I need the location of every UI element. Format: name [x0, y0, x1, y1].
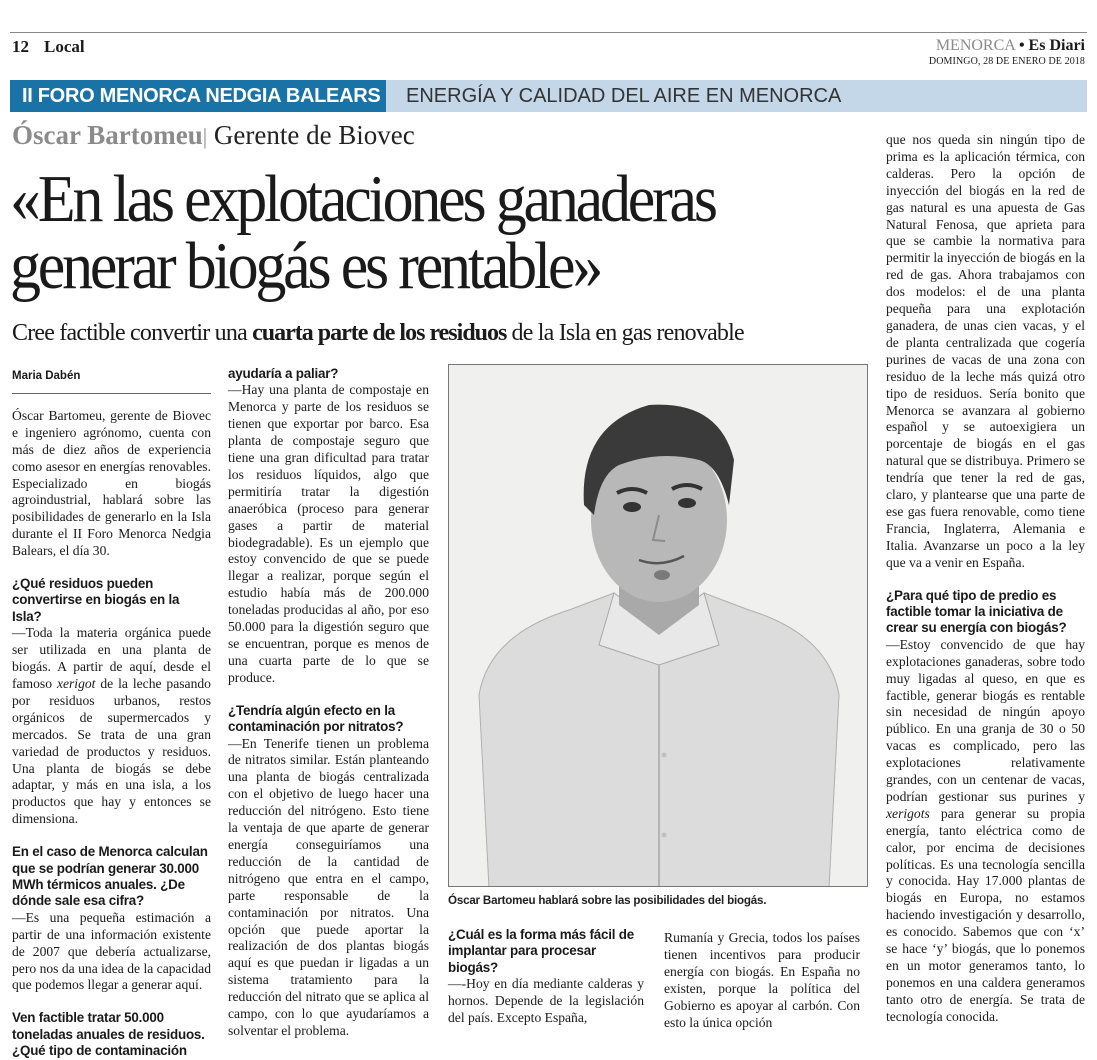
- subhead-after: de la Isla en gas renovable: [506, 320, 744, 346]
- question-4: ¿Tendría algún efecto en la contaminación por nitratos?: [228, 702, 404, 735]
- section-banner: [10, 80, 1087, 112]
- answer-6-italic: xerigots: [886, 805, 930, 821]
- headline-line-1: «En las explotaciones ganaderas: [10, 162, 715, 237]
- banner-topic: ENERGÍA Y CALIDAD DEL AIRE EN MENORCA: [406, 85, 842, 107]
- answer-2: —Es una pequeña estimación a partir de una información existente de 2007 que debería actualizarse, pero nos da una idea de la capacidad que podemos llegar a generar aquí.: [12, 909, 211, 993]
- intro-paragraph: Óscar Bartomeu, gerente de Biovec e ingeniero agrónomo, cuenta con más de diez años de experiencia como asesor en energías renovables. Especializado en biogás agroindustrial, hablará sobre las posibilidades de generarlo en la Isla durante el II Foro Menorca Nedgia Balears, el día 30.: [12, 407, 211, 559]
- page-number: 12: [12, 37, 29, 56]
- answer-1-text: —Toda la materia orgánica puede ser utilizada en una planta de biogás. A partir de aquí, desde el famoso: [12, 625, 211, 691]
- photo-caption: Óscar Bartomeu hablará sobre las posibilidades del biogás.: [448, 894, 767, 907]
- question-3-part-1: Ven factible tratar 50.000 toneladas anuales de residuos. ¿Qué tipo de contaminación: [12, 1010, 205, 1059]
- subhead-before: Cree factible convertir una: [12, 320, 253, 346]
- answer-6-text: —Estoy convencido de que hay explotaciones ganaderas, sobre todo muy ligadas al queso, en que es factible, generar biogás es rentable sin necesidad de ningún apoyo público. En una granja de 30 o 50 vacas es complicado, pero las explotaciones relativamente grandes, con un centenar de vacas, podrían gestionar sus purines y: [886, 636, 1085, 804]
- answer-5-part-2: Rumanía y Grecia, todos los países tienen incentivos para producir energía con biogás. En España no existen, porque la política del Gobierno es apoyar al carbón. Con esto la única opción: [664, 930, 860, 1030]
- answer-6: [886, 637, 1085, 1026]
- publication-name: [929, 37, 1085, 55]
- question-3-part-2: ayudaría a paliar?: [228, 366, 339, 381]
- portrait-illustration: [449, 365, 868, 887]
- top-rule: [10, 32, 1087, 33]
- publication-name-bold: Es Diari: [1028, 37, 1085, 54]
- column-1: [12, 368, 211, 1060]
- answer-6-text-cont: para generar su propia energía, tanto eléctrica como de calor, por encima de decisiones políticas. Es una tecnología sencilla y conocida. Hay 17.000 plantas de biogás en Europa, no estamos haciendo investigación y desarrollo, es conocido. Sabemos que con ‘x’ se hace ‘y’ biogás, que lo ponemos en un motor generamos tanto, lo ponemos en una caldera generamos tanto otro de energía. Se trata de tecnología conocida.: [886, 805, 1085, 1024]
- masthead: [929, 37, 1085, 67]
- issue-date: DOMINGO, 28 DE ENERO DE 2018: [928, 56, 1085, 67]
- kicker: [12, 120, 415, 151]
- kicker-name: Óscar Bartomeu: [12, 120, 203, 150]
- banner-event: II FORO MENORCA NEDGIA BALEARS: [10, 80, 386, 112]
- kicker-separator: |: [202, 124, 208, 149]
- headline: [10, 162, 870, 304]
- subheadline: [12, 320, 744, 347]
- answer-1-italic: xerigot: [56, 676, 96, 691]
- question-2: En el caso de Menorca calculan que se podrían generar 30.000 MWh térmicos anuales. ¿De dónde sale esa cifra?: [12, 844, 208, 909]
- headline-line-2: generar biogás es rentable»: [10, 229, 601, 304]
- column-2: [228, 366, 429, 1040]
- answer-1: [12, 625, 211, 828]
- kicker-role: Gerente de Biovec: [213, 120, 415, 150]
- byline: Maria Dabén: [12, 368, 211, 394]
- answer-4: —En Tenerife tienen un problema de nitratos similar. Están planteando una planta de biogás centralizada con el objetivo de luego hacer una reducción del nitrógeno. Esto tiene la ventaja de que aparte de generar energía conseguiríamos una reducción de la cantidad de nitrógeno que entra en el campo, parte responsable de la contaminación por nitratos. Una opción que puede aportar la realización de dos plantas biogás aquí es que puedan ir ligadas a un sistema tratamiento para la reducción del nitrato que se aplica al campo, con lo que ayudaríamos a solventar el problema.: [228, 735, 429, 1038]
- subhead-bold: cuarta parte de los residuos: [252, 320, 507, 346]
- question-1: ¿Qué residuos pueden convertirse en biogás en la Isla?: [12, 576, 180, 624]
- question-5: ¿Cuál es la forma más fácil de implantar para procesar biogás?: [448, 927, 635, 975]
- question-6: ¿Para qué tipo de predio es factible tomar la iniciativa de crear su energía con biogás?: [886, 587, 1067, 636]
- answer-1-text-cont: de la leche pasando por residuos urbanos, restos orgánicos de supermercados y mercados. Se trata de una gran variedad de productos y residuos. Una planta de biogás se debe adaptar, y más en una isla, a los productos que hay y entonces se dimensiona.: [12, 676, 211, 827]
- column-5: [886, 132, 1085, 1026]
- answer-3: —Hay una planta de compostaje en Menorca y parte de los residuos se tienen que exportar por barco. Esa planta de compostaje seguro que tiene una gran dificultad para tratar los residuos líquidos, algo que permitiría tratar la digestión anaeróbica (proceso para generar gases a partir de material biodegradable). Es un ejemplo que estoy convencido de que se puede llegar a realizar, porque según el estudio había más de 200.000 toneladas producidas al año, por eso 50.000 para la digestión seguro que se encuentran, porque es menos de una cuarta parte de lo que se produce.: [228, 382, 429, 685]
- answer-5-part-3: que nos queda sin ningún tipo de prima es la aplicación térmica, con calderas. Pero la opción de inyección del biogás en la red de gas natural es una apuesta de Gas Natural Fenosa, que aprieta para que se cambie la normativa para permitir la inyección de biogás en la red de gas. Ahora trabajamos con dos modelos: el de una planta pequeña para una explotación ganadera, de unas cien vacas, y el de planta centralizada que cogería purines de vacas de una zona con residuo de la leche más quizá otro tipo de residuos. Sería bonito que Menorca se avanzara al gobierno español y se autoexigiera un porcentaje de biogás en el gas natural que se distribuya. Primero se tendría que tener la red de gas, claro, y plantearse que una parte de ese gas fuera renovable, como tiene Francia, Inglaterra, Alemania e Italia. Avanzarse un poco a la ley que va a venir en España.: [886, 132, 1085, 570]
- publication-name-light: MENORCA: [935, 37, 1015, 54]
- column-3: [448, 927, 644, 1027]
- publication-separator: •: [1018, 37, 1025, 54]
- section-name: Local: [44, 37, 85, 56]
- column-4: [664, 930, 860, 1031]
- answer-5-part-1: —-Hoy en día mediante calderas y hornos. Depende de la legislación del país. Excepto España,: [448, 976, 644, 1026]
- portrait-photo: [448, 364, 868, 887]
